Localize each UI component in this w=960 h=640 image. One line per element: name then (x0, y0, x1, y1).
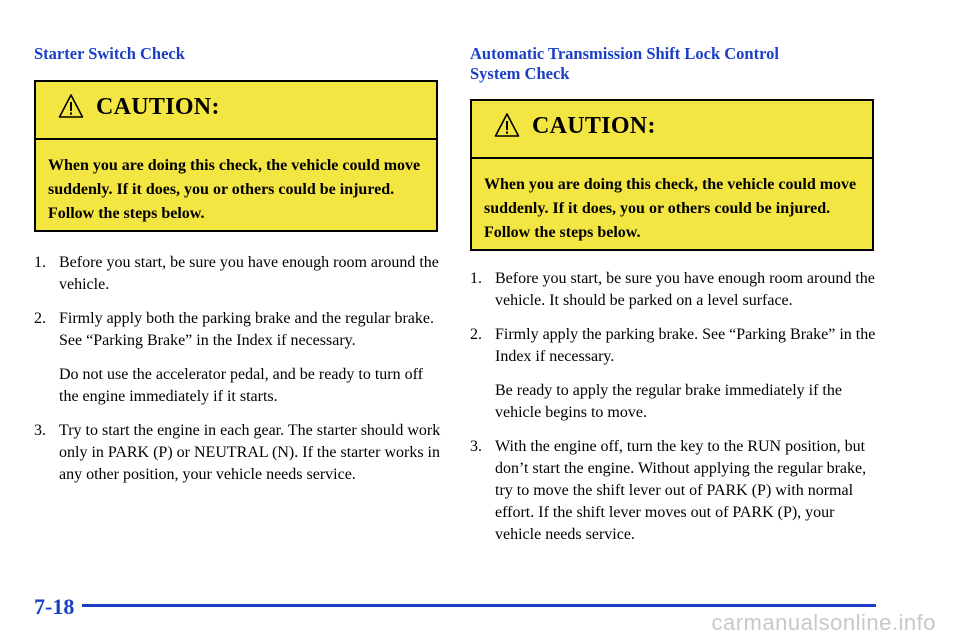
title-line-1: Automatic Transmission Shift Lock Control (470, 44, 779, 63)
warning-triangle-icon (494, 112, 520, 138)
step-item (34, 420, 444, 486)
watermark: carmanualsonline.info (711, 610, 936, 635)
steps-list (470, 268, 880, 558)
step-number: 2. (470, 326, 482, 343)
title-line-2: System Check (470, 64, 570, 83)
step-item (470, 268, 880, 312)
starter-switch-check-title: Starter Switch Check (34, 44, 185, 63)
steps-list (34, 252, 444, 498)
shift-lock-check-title (470, 44, 779, 84)
caution-text: When you are doing this check, the vehicle could move suddenly. If it does, you or others could be injured. Follow the steps below. (48, 157, 421, 222)
footer-rule (82, 604, 876, 607)
caution-label: CAUTION: (96, 94, 220, 120)
warning-triangle-icon (58, 93, 84, 119)
step-item (470, 436, 880, 546)
caution-box (470, 99, 874, 251)
step-item (34, 308, 444, 408)
step-text: Before you start, be sure you have enough room around the vehicle. It should be parked on a level surface. (495, 270, 875, 309)
step-text: Be ready to apply the regular brake immediately if the vehicle begins to move. (495, 382, 842, 421)
step-number: 1. (470, 270, 482, 287)
step-text: Firmly apply both the parking brake and the regular brake. See “Parking Brake” in the Index if necessary. (59, 310, 434, 349)
step-text: Try to start the engine in each gear. The starter should work only in PARK (P) or NEUTRAL (N). If the starter works in any other position, your vehicle needs service. (59, 422, 441, 483)
step-item (470, 324, 880, 424)
caution-label: CAUTION: (532, 113, 656, 139)
caution-header (472, 101, 872, 159)
caution-text: When you are doing this check, the vehicle could move suddenly. If it does, you or others could be injured. Follow the steps below. (484, 176, 857, 241)
step-number: 2. (34, 310, 46, 327)
step-number: 3. (470, 438, 482, 455)
step-number: 1. (34, 254, 46, 271)
step-item (34, 252, 444, 296)
step-text: Do not use the accelerator pedal, and be ready to turn off the engine immediately if it starts. (59, 366, 423, 405)
step-number: 3. (34, 422, 46, 439)
step-text: With the engine off, turn the key to the RUN position, but don’t start the engine. Without applying the regular brake, try to move the shift lever out of PARK (P) with normal effort. If the shift lever moves out of PARK (P), your vehicle needs service. (495, 438, 867, 543)
page-number: 7-18 (34, 594, 75, 619)
step-text: Before you start, be sure you have enough room around the vehicle. (59, 254, 439, 293)
caution-box (34, 80, 438, 232)
step-text: Firmly apply the parking brake. See “Parking Brake” in the Index if necessary. (495, 326, 876, 365)
caution-header (36, 82, 436, 140)
